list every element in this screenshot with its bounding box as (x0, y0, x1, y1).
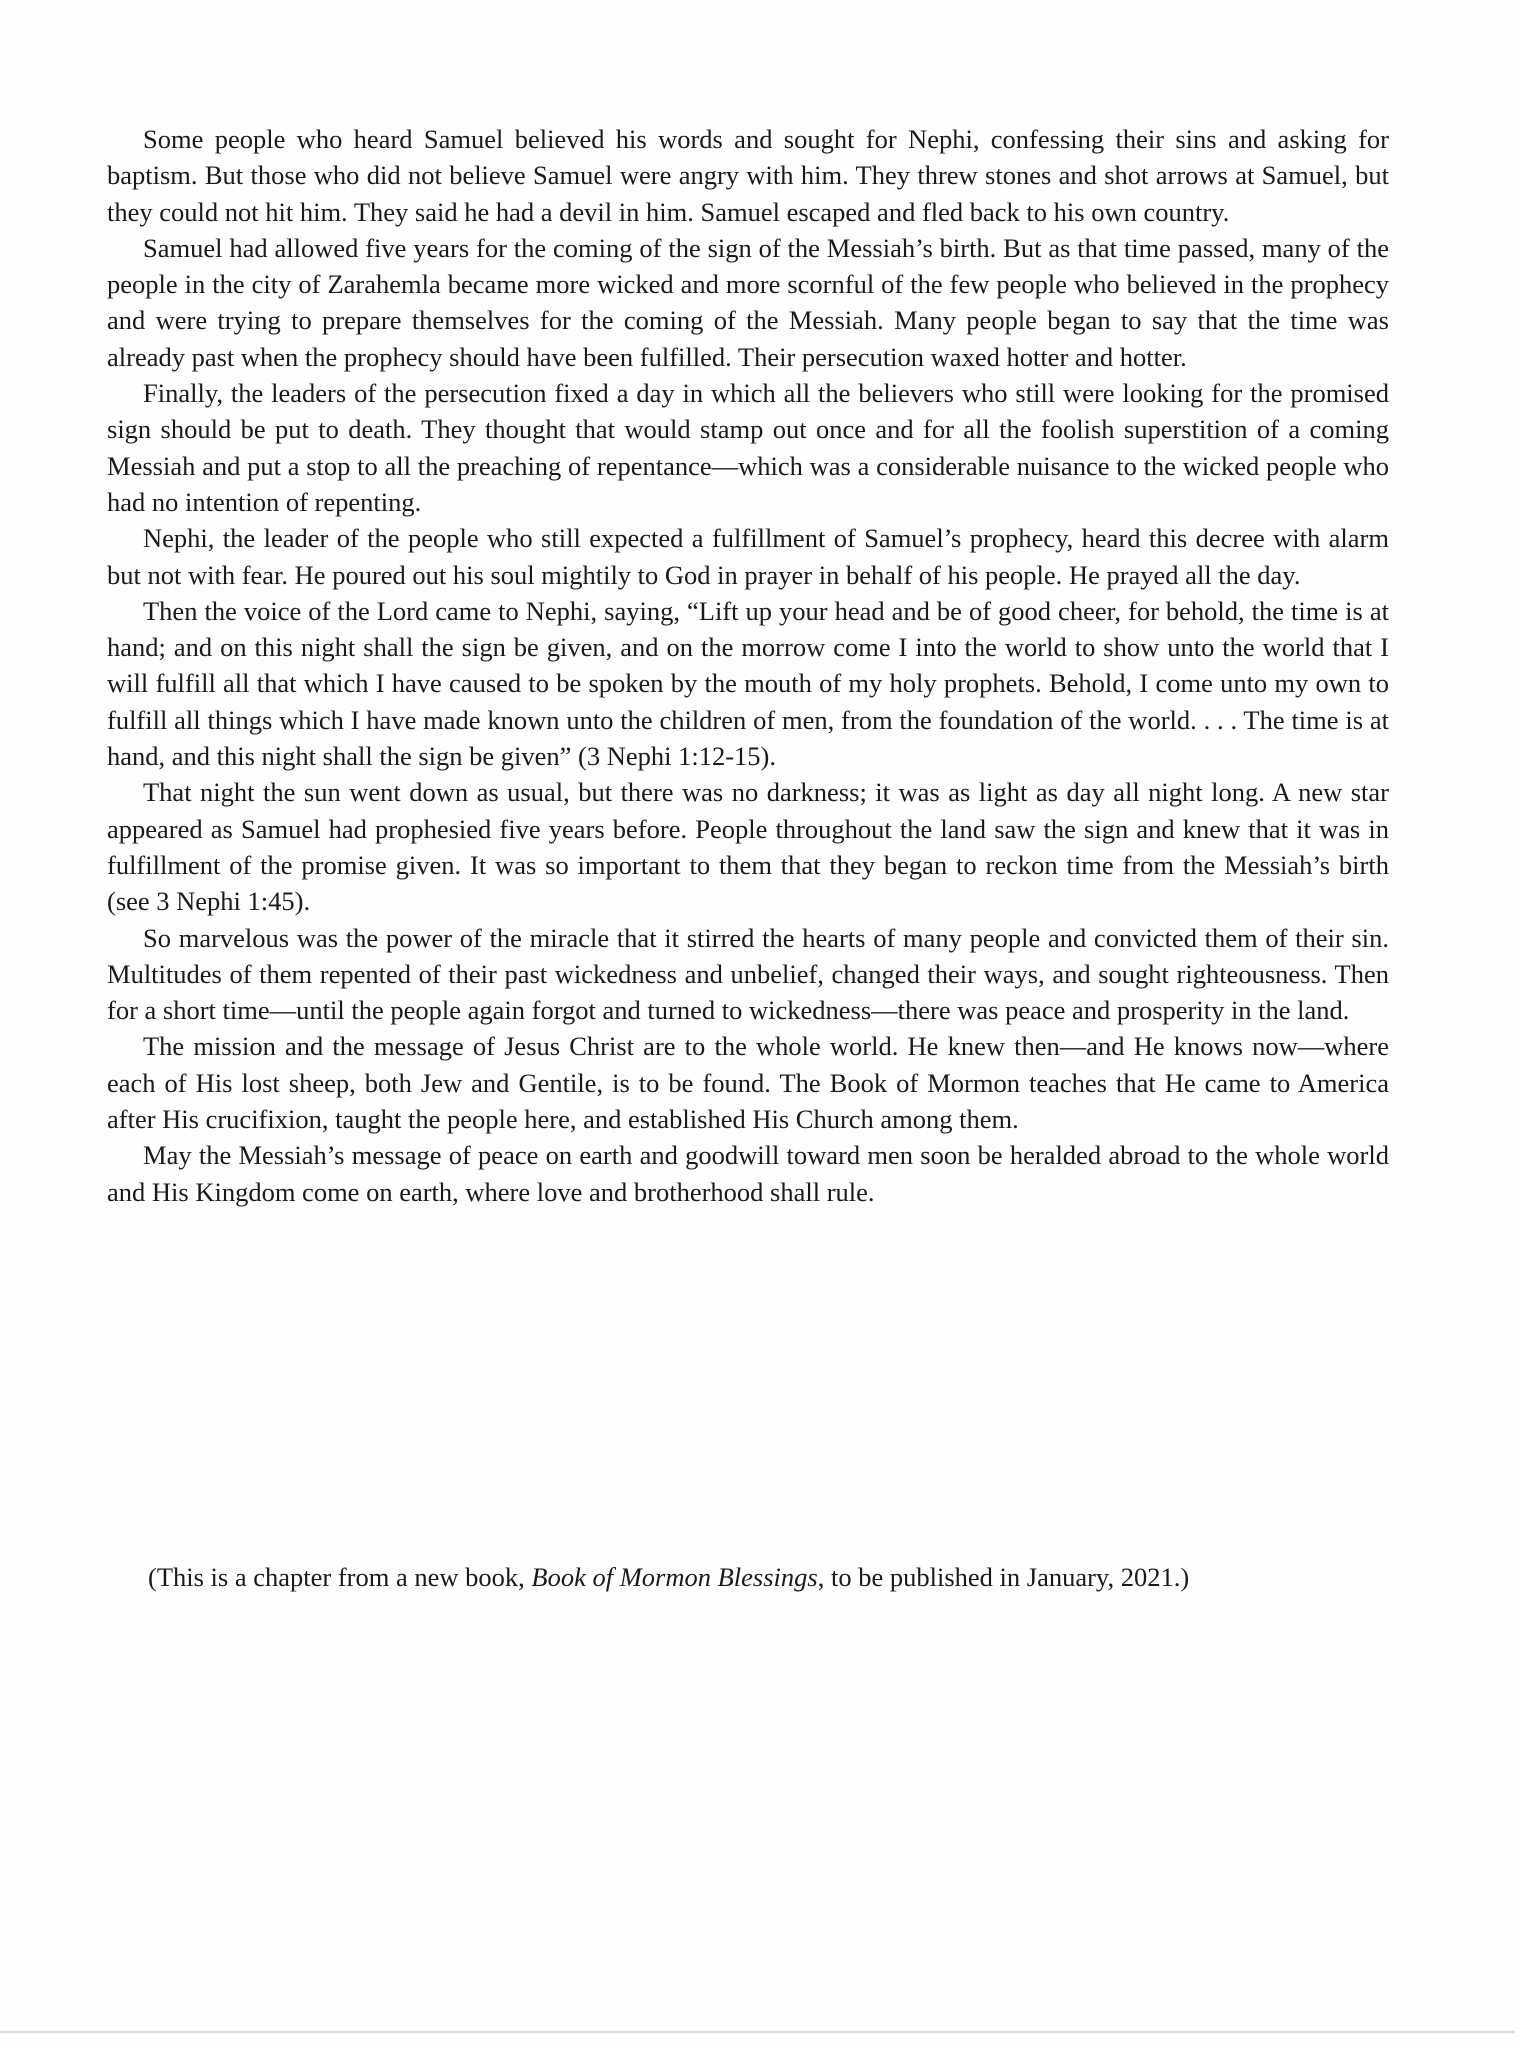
paragraph-1: Some people who heard Samuel believed his words and sought for Nephi, confessing their sins and asking for baptism. But those who did not believe Samuel were angry with him. They threw stones and shot arrows at Samuel, but they could not hit him. They said he had a devil in him. Samuel escaped and fled back to his own country. (107, 124, 1389, 227)
paragraph-2: Samuel had allowed five years for the coming of the sign of the Messiah’s birth. But as that time passed, many of the people in the city of Zarahemla became more wicked and more scornful of the few people who believed in the prophecy and were trying to prepare themselves for the coming of the Messiah. Many people began to say that the time was already past when the prophecy should have been fulfilled. Their persecution waxed hotter and hotter. (107, 232, 1389, 372)
publication-note (107, 1559, 1389, 1595)
publication-note-suffix: , to be published in January, 2021.) (817, 1562, 1190, 1592)
paragraph-3: Finally, the leaders of the persecution fixed a day in which all the believers who still were looking for the promised sign should be put to death. They thought that would stamp out once and for all the foolish superstition of a coming Messiah and put a stop to all the preaching of repentance—which was a considerable nuisance to the wicked people who had no intention of repenting. (107, 378, 1389, 517)
paragraph-8: The mission and the message of Jesus Christ are to the whole world. He knew then—and He knows now—where each of His lost sheep, both Jew and Gentile, is to be found. The Book of Mormon teaches that He came to America after His crucifixion, taught the people here, and established His Church among them. (107, 1031, 1389, 1135)
book-title: Book of Mormon Blessings (531, 1562, 818, 1592)
chapter-body (107, 121, 1389, 1210)
paragraph-4: Nephi, the leader of the people who still expected a fulfillment of Samuel’s prophecy, heard this decree with alarm but not with fear. He poured out his soul mightily to God in prayer in behalf of his people. He prayed all the day. (107, 523, 1389, 590)
paragraph-7: So marvelous was the power of the miracle that it stirred the hearts of many people and convicted them of their sin. Multitudes of them repented of their past wickedness and unbelief, changed their ways, and sought righteousness. Then for a short time—until the people again forgot and turned to wickedness—there was peace and prosperity in the land. (107, 922, 1389, 1026)
paragraph-5: Then the voice of the Lord came to Nephi, saying, “Lift up your head and be of good cheer, for behold, the time is at hand; and on this night shall the sign be given, and on the morrow come I into the world to show unto the world that I will fulfill all that which I have caused to be spoken by the mouth of my holy prophets. Behold, I come unto my own to fulfill all things which I have made known unto the children of men, from the foundation of the world. . . . The time is at hand, and this night shall the sign be given” (3 Nephi 1:12-15). (107, 595, 1389, 772)
paragraph-6: That night the sun went down as usual, but there was no darkness; it was as light as day all night long. A new star appeared as Samuel had prophesied five years before. People throughout the land saw the sign and knew that it was in fulfillment of the promise given. It was so important to them that they began to reckon time from the Messiah’s birth (see 3 Nephi 1:45). (107, 777, 1389, 917)
publication-note-prefix: (This is a chapter from a new book, (148, 1562, 532, 1592)
paragraph-9: May the Messiah’s message of peace on earth and goodwill toward men soon be heralded abroad to the whole world and His Kingdom come on earth, where love and brotherhood shall rule. (107, 1140, 1389, 1207)
page-bottom-edge (0, 2031, 1515, 2033)
